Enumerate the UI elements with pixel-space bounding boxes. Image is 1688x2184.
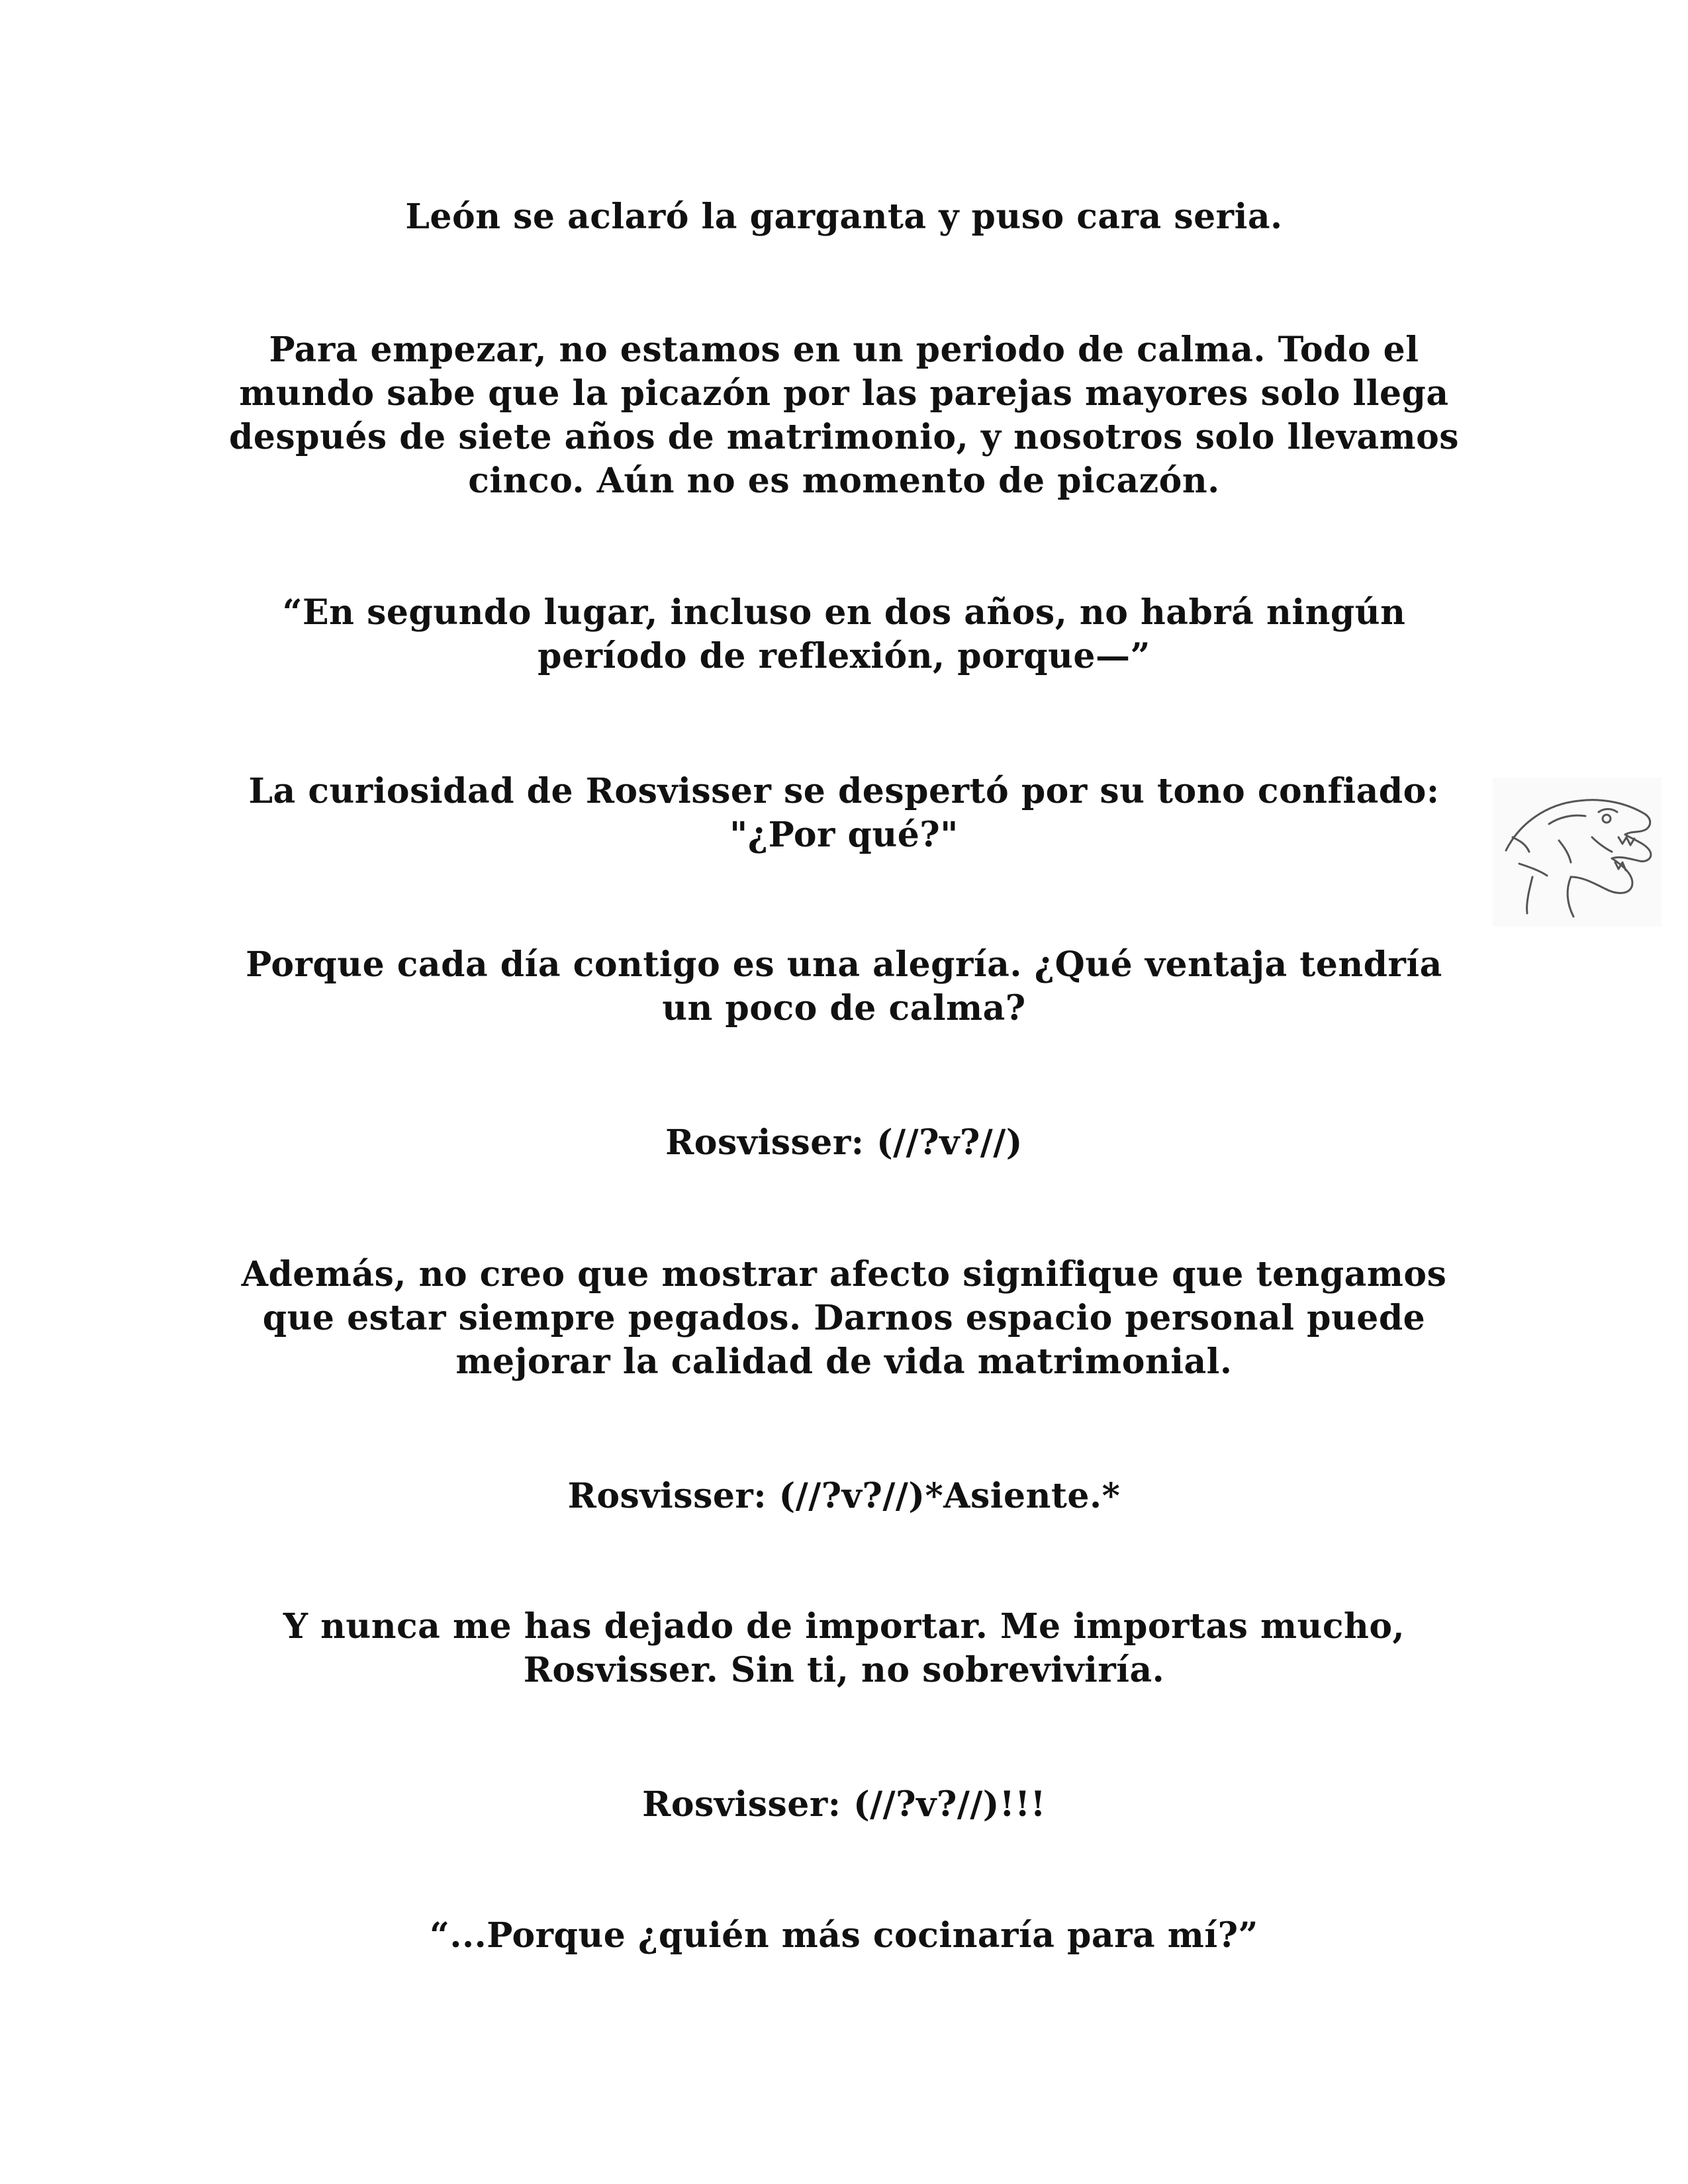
text-line: Porque cada día contigo es una alegría. ¿Qué ventaja tendría (246, 944, 1442, 985)
text-line: mundo sabe que la picazón por las parejas mayores solo llega (239, 373, 1449, 414)
text-line: un poco de calma? (662, 988, 1026, 1028)
paragraph-3 (182, 591, 1506, 678)
paragraph-5 (182, 943, 1506, 1030)
paragraph-11 (182, 1914, 1506, 1958)
text-line: Rosvisser: (//?v?//)*Asiente.* (567, 1476, 1121, 1516)
paragraph-9 (182, 1605, 1506, 1692)
text-line: mejorar la calidad de vida matrimonial. (455, 1342, 1233, 1382)
paragraph-4 (182, 770, 1506, 857)
text-line: “...Porque ¿quién más cocinaría para mí?” (430, 1915, 1258, 1956)
dinosaur-sketch-icon (1493, 778, 1662, 927)
text-line: después de siete años de matrimonio, y nosotros solo llevamos (228, 417, 1460, 457)
paragraph-6 (182, 1121, 1506, 1165)
text-line: "¿Por qué?" (729, 815, 959, 855)
text-line: León se aclaró la garganta y puso cara seria. (405, 197, 1283, 237)
paragraph-8 (182, 1475, 1506, 1518)
text-line: La curiosidad de Rosvisser se despertó por su tono confiado: (248, 771, 1440, 811)
text-line: Además, no creo que mostrar afecto signifique que tengamos (241, 1254, 1447, 1295)
text-line: Rosvisser: (//?v?//)!!! (642, 1784, 1046, 1825)
text-line: que estar siempre pegados. Darnos espacio personal puede (262, 1298, 1426, 1338)
paragraph-10 (182, 1783, 1506, 1827)
text-line: Rosvisser: (//?v?//) (665, 1122, 1023, 1163)
text-line: Y nunca me has dejado de importar. Me importas mucho, (283, 1606, 1405, 1647)
paragraph-7 (182, 1253, 1506, 1384)
text-line: período de reflexión, porque—” (538, 636, 1150, 676)
text-line: cinco. Aún no es momento de picazón. (468, 461, 1220, 501)
text-line: Para empezar, no estamos en un periodo de calma. Todo el (269, 330, 1419, 370)
text-line: Rosvisser. Sin ti, no sobreviviría. (523, 1650, 1165, 1690)
text-line: “En segundo lugar, incluso en dos años, no habrá ningún (282, 592, 1406, 633)
paragraph-1 (182, 195, 1506, 239)
paragraph-2 (182, 328, 1506, 503)
